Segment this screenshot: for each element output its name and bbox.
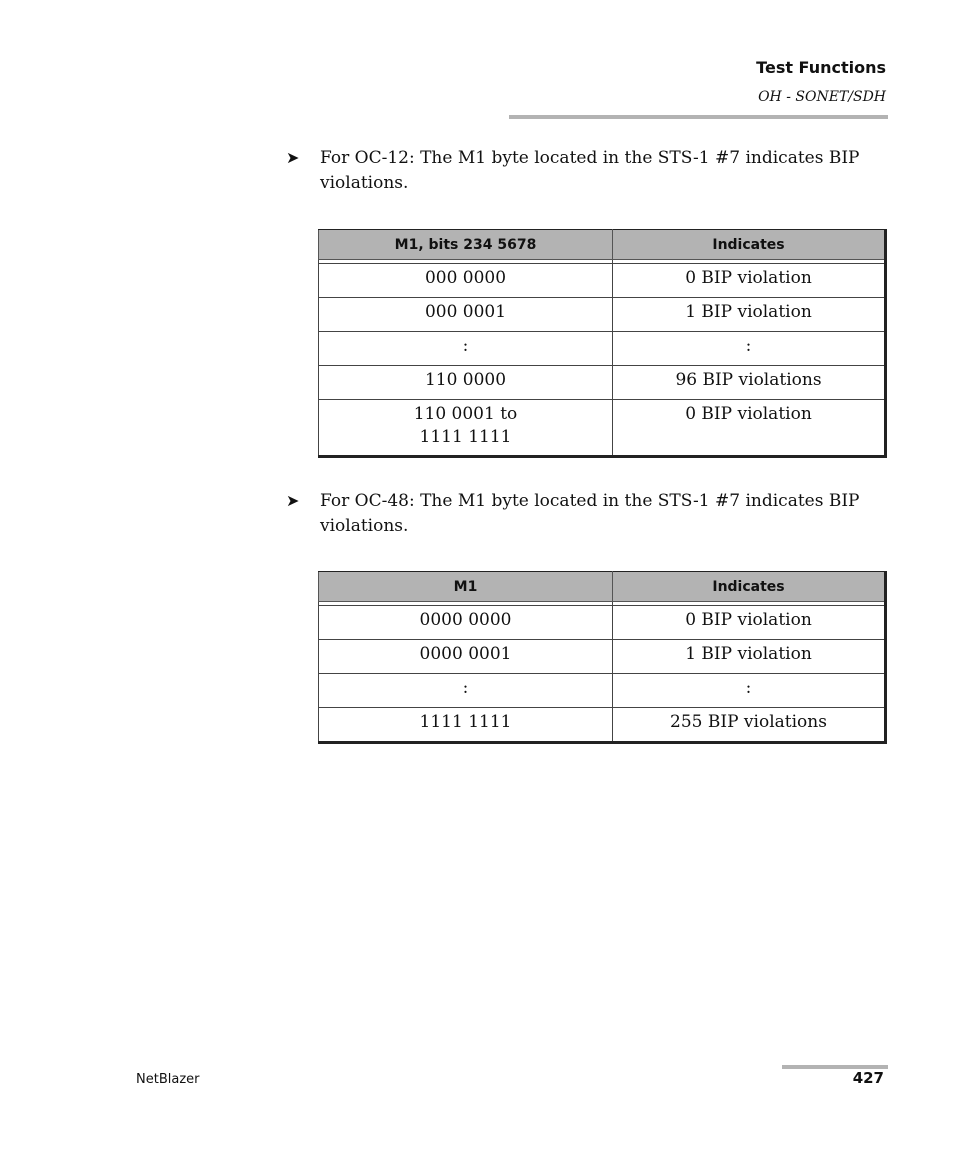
table-cell: :: [613, 332, 886, 366]
table-row: [319, 708, 886, 743]
header-subtitle: OH - SONET/SDH: [758, 89, 886, 105]
footer-product-name: NetBlazer: [136, 1072, 200, 1087]
table-cell: :: [319, 332, 613, 366]
table-cell: 000 0001: [319, 298, 613, 332]
table-cell: 110 0000: [319, 366, 613, 400]
table-row: [319, 400, 886, 457]
page-number: 427: [852, 1069, 884, 1087]
header-rule: [509, 115, 888, 119]
table-cell: 0000 0000: [319, 606, 613, 640]
table-row: [319, 606, 886, 640]
bullet-arrow-icon: ➤: [286, 491, 300, 510]
paragraph-oc12: For OC-12: The M1 byte located in the STS-1 #7 indicates BIP violations.: [320, 148, 860, 193]
paragraph-oc48: For OC-48: The M1 byte located in the STS-1 #7 indicates BIP violations.: [320, 491, 860, 536]
table-row: [319, 264, 886, 298]
table-header-cell: Indicates: [613, 572, 886, 602]
header-title: Test Functions: [756, 58, 886, 77]
bullet-arrow-icon: ➤: [286, 148, 300, 167]
table-cell: 255 BIP violations: [613, 708, 886, 743]
table-cell: 0 BIP violation: [613, 400, 886, 457]
table-cell: 0 BIP violation: [613, 264, 886, 298]
table-oc48: [318, 571, 887, 744]
table-oc12: [318, 229, 887, 458]
table-cell: 0000 0001: [319, 640, 613, 674]
table-header-cell: M1: [319, 572, 613, 602]
table-cell: 96 BIP violations: [613, 366, 886, 400]
table-row: [319, 640, 886, 674]
table-header-cell: M1, bits 234 5678: [319, 230, 613, 260]
table-row: [319, 332, 886, 366]
table-cell: 110 0001 to 1111 1111: [319, 400, 613, 457]
table-row: [319, 298, 886, 332]
table-cell: 1 BIP violation: [613, 298, 886, 332]
table-row: [319, 674, 886, 708]
table-cell: 0 BIP violation: [613, 606, 886, 640]
table-row: [319, 366, 886, 400]
table-cell: 1111 1111: [319, 708, 613, 743]
table-cell: :: [319, 674, 613, 708]
table-header-cell: Indicates: [613, 230, 886, 260]
table-cell: :: [613, 674, 886, 708]
table-cell: 000 0000: [319, 264, 613, 298]
table-cell: 1 BIP violation: [613, 640, 886, 674]
